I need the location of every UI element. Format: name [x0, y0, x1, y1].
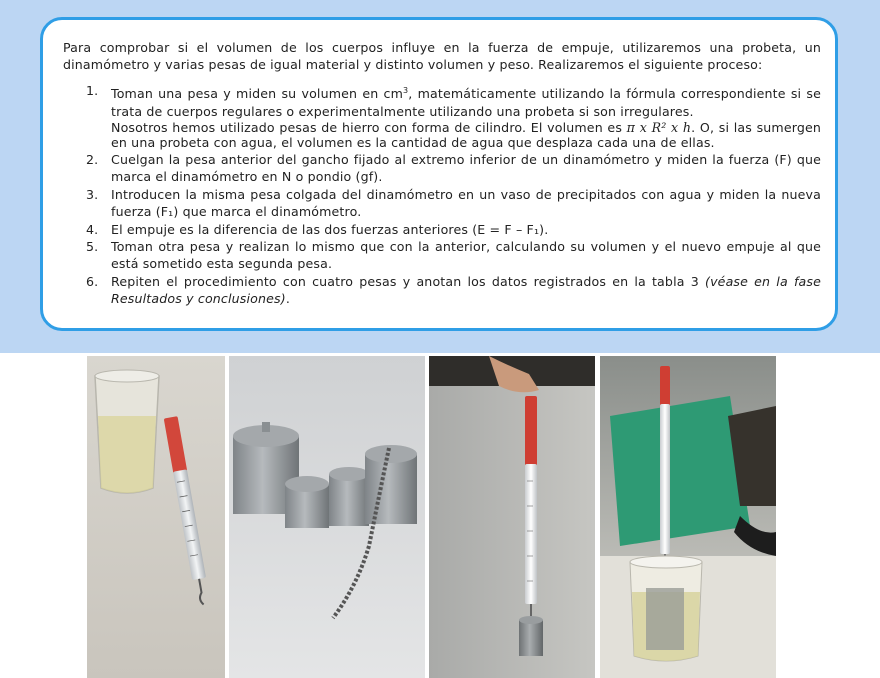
step-3: 3. Introducen la misma pesa colgada del dinamómetro en un vaso de precipitados con agua y miden la nueva fuerza (F₁) que marca el dinamómetro. — [86, 186, 821, 220]
intro-paragraph: Para comprobar si el volumen de los cuerpos influye en la fuerza de empuje, utilizaremos una probeta, un dinamómetro y varias pesas de igual material y distinto volumen y peso. Realizaremos el siguiente proceso: — [63, 40, 821, 73]
step-number: 5. — [86, 239, 99, 255]
photo-submerged-weight — [600, 356, 776, 678]
step-2: 2. Cuelgan la pesa anterior del gancho fijado al extremo inferior de un dinamómetro y miden la fuerza (F) que marca el dinamómetro en N o pondio (gf). — [86, 152, 821, 185]
step-number: 3. — [86, 186, 99, 202]
photo-hanging-weight — [429, 356, 595, 678]
step-6: 6. Repiten el procedimiento con cuatro pesas y anotan los datos registrados en la tabla 3 (véase en la fase Resultados y conclusiones). — [86, 273, 822, 307]
step-1: 1. Toman una pesa y miden su volumen en $cm^3$, matemáticamente utilizando la fórmula correspondiente si se trata de cuerpos regulares o experimentalmente utilizando una probeta si son irregulares. Nosotros hemos utilizado pesas de hierro con forma de cilindro. El volumen es π x R² x h. O, si las sumergen en una probeta con agua, el volumen es la cantidad de agua que desplaza cada una de ellas. — [86, 83, 822, 150]
step-number: 4. — [86, 221, 99, 237]
procedure-card — [40, 17, 838, 331]
step-number: 1. — [86, 83, 99, 98]
step-1-note: Nosotros hemos utilizado pesas de hierro con forma de cilindro. El volumen es π x R² x h. O, si las sumergen en una probeta con agua, el volumen es la cantidad de agua que desplaza cada una de ellas. — [111, 120, 822, 150]
procedure-steps — [65, 82, 821, 308]
step-number: 6. — [86, 273, 99, 289]
step-number: 2. — [86, 152, 99, 167]
step-5: 5. Toman otra pesa y realizan lo mismo que con la anterior, calculando su volumen y el nuevo empuje al que está sometido esta segunda pesa. — [86, 239, 821, 272]
step-4: 4. El empuje es la diferencia de las dos fuerzas anteriores (E = F – F₁). — [86, 221, 549, 237]
photo-cylinder-weights — [229, 356, 425, 678]
photo-beaker-dynamometer — [87, 356, 225, 678]
volume-formula: π x R² x h — [626, 120, 692, 135]
photo-strip — [0, 356, 880, 678]
